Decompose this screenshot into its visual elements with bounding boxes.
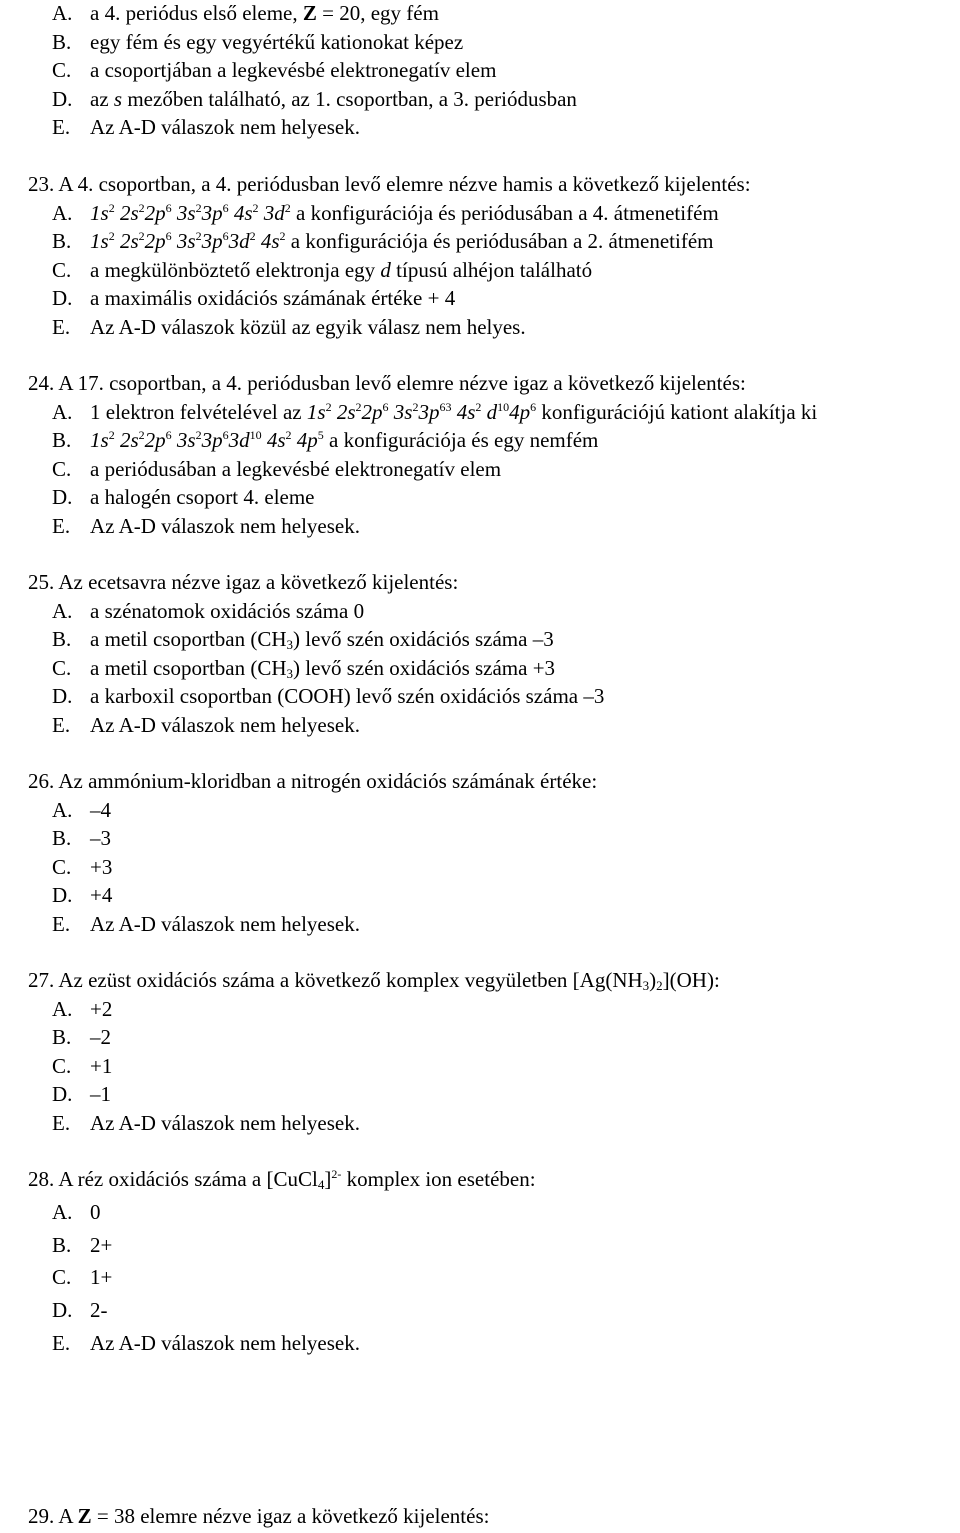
q25-title: 25. Az ecetsavra nézve igaz a következő kijelentés: [28, 570, 459, 594]
q24-option-a: A. 1 elektron felvételével az $1s^2$ $2s^22p^6$ $3s^23p^{63}$ $4s^2$ $d^{10}4p^6$ konfigurációjú kationt alakítja ki [52, 400, 818, 424]
q23-option-d: D. a maximális oxidációs számának értéke + 4 [52, 286, 456, 310]
q24-option-c: C. a periódusában a legkevésbé elektronegatív elem [52, 457, 502, 481]
q27-option-e: E. Az A-D válaszok nem helyesek. [52, 1111, 360, 1135]
q26-option-e: E. Az A-D válaszok nem helyesek. [52, 912, 360, 936]
q28-option-d: D. 2- [52, 1298, 108, 1322]
q28-option-a: A. 0 [52, 1200, 101, 1224]
q26-option-a: A. –4 [52, 798, 111, 822]
q28-title: 28. A réz oxidációs száma a [CuCl$_4$]$^{2-}$ komplex ion esetében: [28, 1167, 536, 1192]
q26-option-c: C. +3 [52, 855, 113, 879]
q27-option-a: A. +2 [52, 997, 113, 1021]
q24-option-e: E. Az A-D válaszok nem helyesek. [52, 514, 360, 538]
q24-option-b: B. $1s^2$ $2s^22p^6$ $3s^23p^63d^{10}$ $4s^2$ $4p^5$ a konfigurációja és egy nemfém [52, 428, 599, 452]
q29-title: 29. A Z = 38 elemre nézve igaz a következő kijelentés: [28, 1504, 490, 1528]
q23-option-c: C. a megkülönböztető elektronja egy d típusú alhéjon található [52, 258, 593, 282]
q23-option-e: E. Az A-D válaszok közül az egyik válasz nem helyes. [52, 315, 526, 339]
q22-option-b: B. egy fém és egy vegyértékű kationokat képez [52, 30, 464, 54]
q22-option-a: A. a 4. periódus első eleme, Z = 20, egy fém [52, 1, 439, 25]
q23-title: 23. A 4. csoportban, a 4. periódusban levő elemre nézve hamis a következő kijelentés: [28, 172, 751, 196]
q25-option-e: E. Az A-D válaszok nem helyesek. [52, 713, 360, 737]
q23-option-a: A. $1s^2$ $2s^22p^6$ $3s^23p^6$ $4s^2$ $3d^2$ a konfigurációja és periódusában a 4. átmenetifém [52, 201, 719, 225]
q26-option-b: B. –3 [52, 826, 111, 850]
q22-option-d: D. az s mezőben található, az 1. csoportban, a 3. periódusban [52, 87, 577, 111]
q22-option-e: E. Az A-D válaszok nem helyesek. [52, 115, 360, 139]
q28-option-e: E. Az A-D válaszok nem helyesek. [52, 1331, 360, 1355]
q28-option-c: C. 1+ [52, 1265, 113, 1289]
q23-option-b: B. $1s^2$ $2s^22p^6$ $3s^23p^63d^2$ $4s^2$ a konfigurációja és periódusában a 2. átmenetifém [52, 229, 714, 253]
q27-option-d: D. –1 [52, 1082, 111, 1106]
q26-title: 26. Az ammónium-kloridban a nitrogén oxidációs számának értéke: [28, 769, 598, 793]
q26-option-d: D. +4 [52, 883, 113, 907]
q24-title: 24. A 17. csoportban, a 4. periódusban levő elemre nézve igaz a következő kijelentés: [28, 371, 746, 395]
q22-option-c: C. a csoportjában a legkevésbé elektronegatív elem [52, 58, 497, 82]
q25-option-c: C. a metil csoportban $(CH_3)$ levő szén oxidációs száma +3 [52, 656, 556, 681]
q27-option-b: B. –2 [52, 1025, 111, 1049]
q27-option-c: C. +1 [52, 1054, 113, 1078]
q25-option-b: B. a metil csoportban $(CH_3)$ levő szén oxidációs száma –3 [52, 627, 554, 652]
q28-option-b: B. 2+ [52, 1233, 113, 1257]
q27-title: 27. Az ezüst oxidációs száma a következő komplex vegyületben $[Ag(NH_3)_2](OH)$: [28, 968, 720, 993]
q25-option-a: A. a szénatomok oxidációs száma 0 [52, 599, 365, 623]
q25-option-d: D. a karboxil csoportban (COOH) levő szén oxidációs száma –3 [52, 684, 605, 708]
q24-option-d: D. a halogén csoport 4. eleme [52, 485, 315, 509]
